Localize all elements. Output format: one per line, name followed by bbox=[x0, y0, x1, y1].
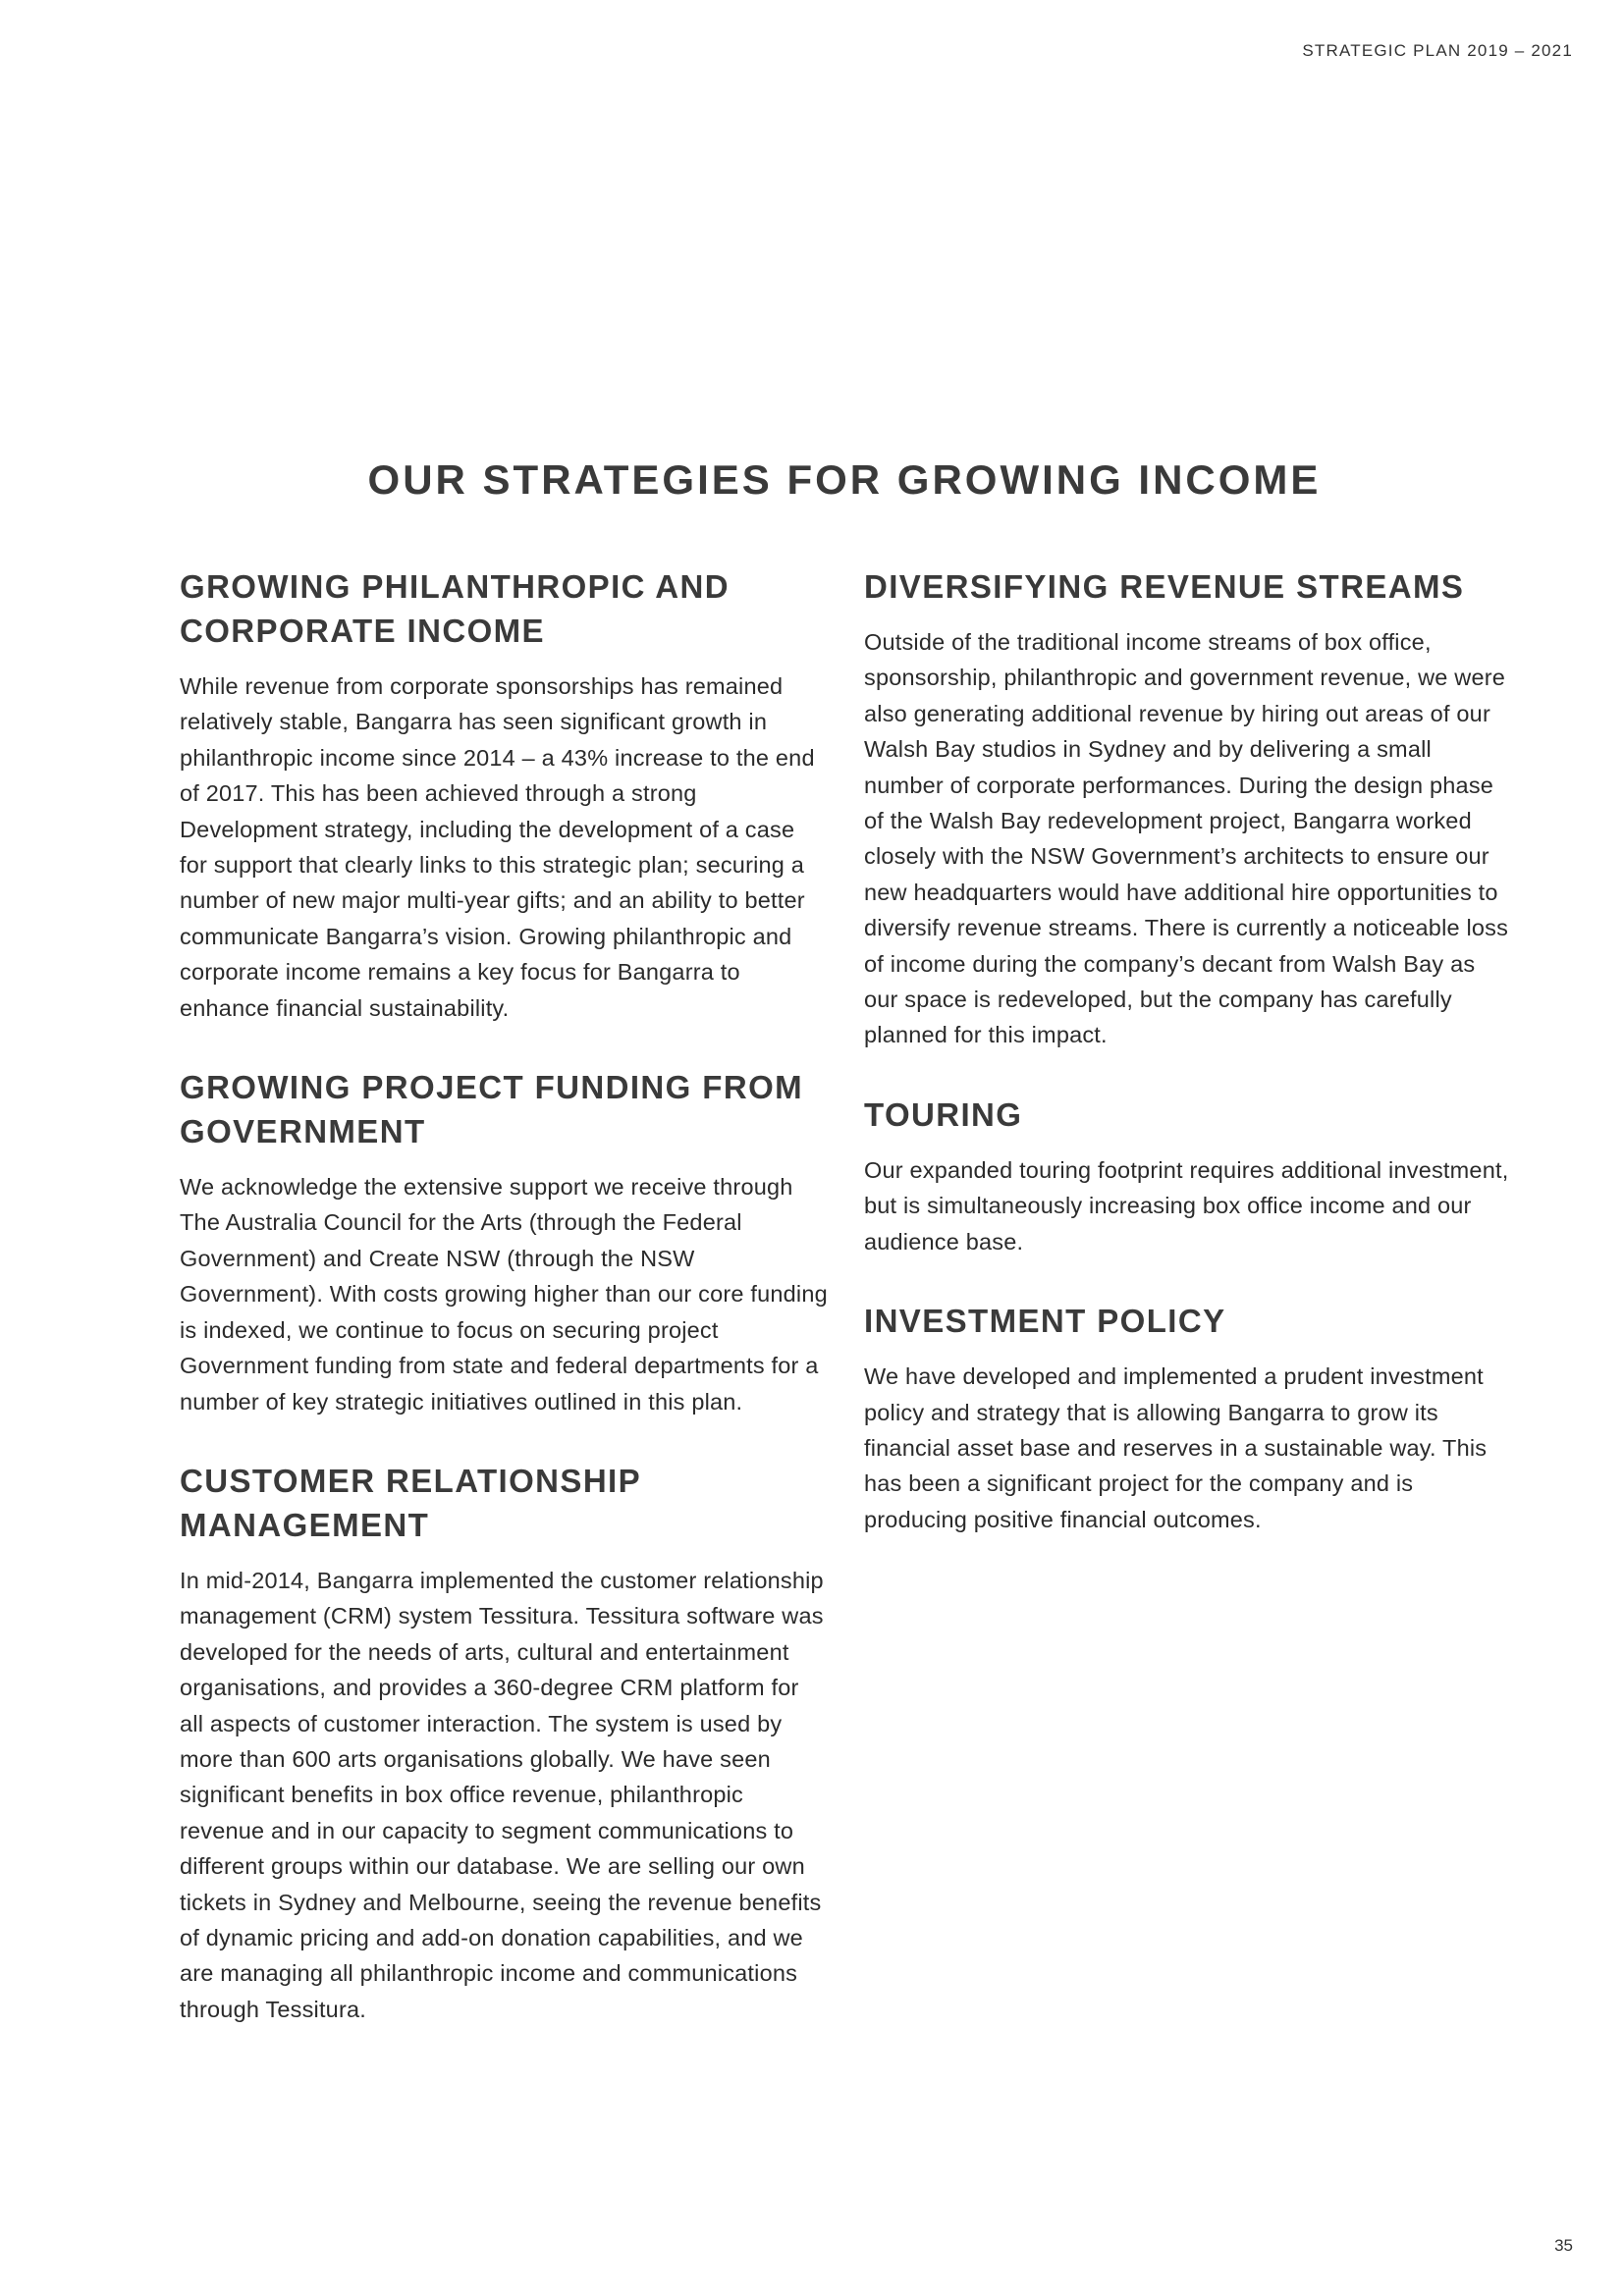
section-philanthropic-corporate-income bbox=[180, 564, 828, 1026]
section-heading: TOURING bbox=[864, 1095, 1023, 1133]
section-body: While revenue from corporate sponsorships has remained relatively stable, Bangarra has seen significant growth in philanthropic income since 2014 – a 43% increase to the end of 2017. This has been achieved through a strong Development strategy, including the development of a case for support that clearly links to this strategic plan; securing a number of new major multi-year gifts; and an ability to better communicate Bangarra’s vision. Growing philanthropic and corporate income remains a key focus for Bangarra to enhance financial sustainability. bbox=[180, 673, 815, 1021]
section-government-project-funding bbox=[180, 1065, 828, 1419]
section-body: Our expanded touring footprint requires additional investment, but is simultaneously increasing box office income and our audience base. bbox=[864, 1156, 1509, 1255]
section-body: We acknowledge the extensive support we receive through The Australia Council for the Arts (through the Federal Government) and Create NSW (through the NSW Government). With costs growing higher than our core funding is indexed, we continue to focus on securing project Government funding from state and federal departments for a number of key strategic initiatives outlined in this plan. bbox=[180, 1174, 828, 1415]
section-heading: GROWING PHILANTHROPIC AND CORPORATE INCOME bbox=[180, 568, 730, 649]
section-heading: INVESTMENT POLICY bbox=[864, 1303, 1226, 1340]
section-body: In mid-2014, Bangarra implemented the customer relationship management (CRM) system Tessitura. Tessitura software was developed for the needs of arts, cultural and entertainment organisations, and provides a 360-degree CRM platform for all aspects of customer interaction. The system is used by more than 600 arts organisations globally. We have seen significant benefits in box office revenue, philanthropic revenue and in our capacity to segment communications to different groups within our database. We are selling our own tickets in Sydney and Melbourne, seeing the revenue benefits of dynamic pricing and add-on donation capabilities, and we are managing all philanthropic income and communications through Tessitura. bbox=[180, 1567, 824, 2022]
right-column bbox=[864, 564, 1512, 1576]
section-heading: DIVERSIFYING REVENUE STREAMS bbox=[864, 568, 1465, 605]
section-touring bbox=[864, 1093, 1512, 1259]
section-diversifying-revenue-streams bbox=[864, 564, 1512, 1053]
left-column bbox=[180, 564, 828, 2066]
section-heading: GROWING PROJECT FUNDING FROM GOVERNMENT bbox=[180, 1069, 804, 1150]
section-investment-policy bbox=[864, 1299, 1512, 1537]
running-header: STRATEGIC PLAN 2019 – 2021 bbox=[1302, 41, 1573, 60]
section-body: We have developed and implemented a prudent investment policy and strategy that is allowing Bangarra to grow its financial asset base and reserves in a sustainable way. This has been a significant project for the company and is producing positive financial outcomes. bbox=[864, 1363, 1488, 1532]
section-customer-relationship-management bbox=[180, 1459, 828, 2027]
page-number: 35 bbox=[1554, 2236, 1573, 2255]
page-title: OUR STRATEGIES FOR GROWING INCOME bbox=[367, 456, 1322, 503]
section-heading: CUSTOMER RELATIONSHIP MANAGEMENT bbox=[180, 1462, 641, 1543]
section-body: Outside of the traditional income streams of box office, sponsorship, philanthropic and government revenue, we were also generating additional revenue by hiring out areas of our Walsh Bay studios in Sydney and by delivering a small number of corporate performances. During the design phase of the Walsh Bay redevelopment project, Bangarra worked closely with the NSW Government’s architects to ensure our new headquarters would have additional hire opportunities to diversify revenue streams. There is currently a noticeable loss of income during the company’s decant from Walsh Bay as our space is redeveloped, but the company has carefully planned for this impact. bbox=[864, 629, 1509, 1048]
